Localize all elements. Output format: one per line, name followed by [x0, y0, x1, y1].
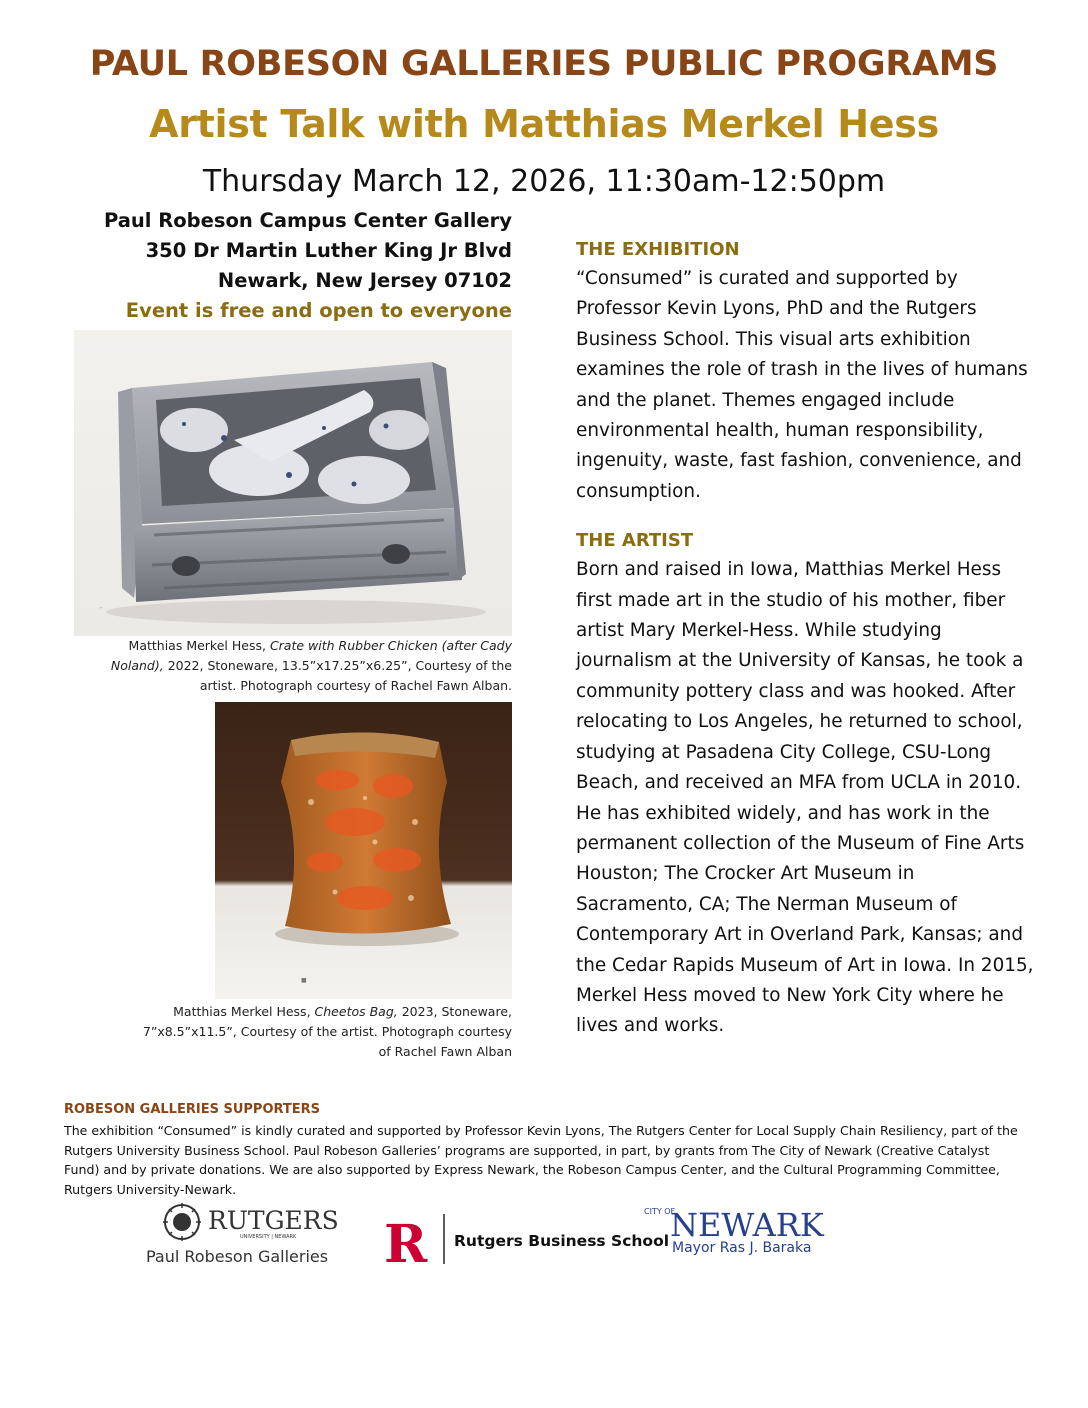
free-event-note: Event is free and open to everyone	[125, 299, 512, 322]
crate-artwork-photo	[74, 330, 512, 636]
city-of-newark-logo	[640, 1204, 860, 1260]
cheetos-artwork-photo	[215, 702, 512, 999]
supporters-heading: ROBESON GALLERIES SUPPORTERS	[64, 1102, 321, 1117]
paul-robeson-galleries-logo	[140, 1202, 340, 1268]
caption-details: 2022, Stoneware, 13.5”x17.25”x6.25”, Courtesy of the artist. Photograph courtesy of Rachel Fawn Alban.	[163, 658, 512, 693]
artist-bio-paragraph-1: Born and raised in Iowa, Matthias Merkel Hess first made art in the studio of his mother, fiber artist Mary Merkel-Hess. While studying journalism at the University of Kansas, he took a community pottery class and was hooked. After relocating to Los Angeles, he returned to school, studying at Pasadena City College, CSU-Long Beach, and received an MFA from UCLA in 2010.	[576, 559, 1024, 794]
event-datetime: Thursday March 12, 2026, 11:30am-12:50pm	[202, 164, 886, 199]
exhibition-heading: THE EXHIBITION	[576, 239, 740, 260]
venue-block	[104, 206, 512, 326]
newark-logo-graphic	[640, 1204, 860, 1260]
program-title: PAUL ROBESON GALLERIES PUBLIC PROGRAMS	[89, 44, 999, 84]
cheetos-sculpture-illustration	[215, 702, 512, 999]
svg-text:,: ,	[100, 603, 102, 610]
rbs-name: Rutgers Business School	[454, 1232, 670, 1250]
artist-bio-paragraph-2: He has exhibited widely, and has work in the permanent collection of the Museum of Fine Arts Houston; The Crocker Art Museum in Sacramento, CA; The Nerman Museum of Contemporary Art in Overland Park, Kansas; and the Cedar Rapids Museum of Art in Iowa. In 2015, Merkel Hess moved to New York City where he lives and works.	[576, 802, 1034, 1037]
description-column	[576, 236, 1036, 1042]
caption-artist: Matthias Merkel Hess,	[128, 638, 270, 653]
svg-text:■: ■	[301, 977, 307, 984]
supporters-text: The exhibition “Consumed” is kindly curated and supported by Professor Kevin Lyons, The Rutgers Center for Local Supply Chain Resiliency, part of the Rutgers University Business School. Paul Robeson Galleries’ programs are supported, in part, by grants from The City of Newark (Creative Catalyst Fund) and by private donations. We are also supported by Express Newark, the Robeson Campus Center, and the Cultural Programming Committee, Rutgers University-Newark.	[64, 1123, 1018, 1197]
robeson-logo-graphic	[140, 1202, 340, 1268]
venue-street: 350 Dr Martin Luther King Jr Blvd	[145, 239, 512, 262]
venue-city: Newark, New Jersey 07102	[217, 269, 512, 292]
newark-wordmark: NEWARK	[670, 1206, 824, 1244]
caption-details: 2023, Stoneware, 7”x8.5”x11.5”, Courtesy of the artist. Photograph courtesy of Rachel Fawn Alban	[142, 1004, 512, 1059]
city-of-label: CITY OF	[644, 1207, 676, 1216]
caption-artwork-title: Cheetos Bag,	[314, 1004, 398, 1019]
caption-artist: Matthias Merkel Hess,	[173, 1004, 315, 1019]
exhibition-text: “Consumed” is curated and supported by Professor Kevin Lyons, PhD and the Rutgers Business School. This visual arts exhibition examines the role of trash in the lives of humans and the planet. Themes engaged include environmental health, human responsibility, ingenuity, waste, fast fashion, convenience, and consumption.	[576, 268, 1028, 502]
crate-sculpture-illustration	[74, 330, 512, 636]
artist-heading: THE ARTIST	[576, 530, 694, 552]
crate-artwork-caption	[74, 636, 512, 696]
galleries-name: Paul Robeson Galleries	[146, 1247, 329, 1266]
rutgers-r-mark: R	[384, 1214, 428, 1275]
event-title: Artist Talk with Matthias Merkel Hess	[149, 102, 939, 146]
venue-name: Paul Robeson Campus Center Gallery	[103, 209, 512, 232]
rutgers-newark-sub: UNIVERSITY | NEWARK	[240, 1234, 297, 1240]
rutgers-wordmark: RUTGERS	[208, 1206, 339, 1235]
cheetos-artwork-caption	[140, 1002, 512, 1062]
mayor-name: Mayor Ras J. Baraka	[672, 1240, 812, 1256]
caption-artwork-title: Crate with Rubber Chicken (after Cady Noland),	[110, 638, 512, 673]
